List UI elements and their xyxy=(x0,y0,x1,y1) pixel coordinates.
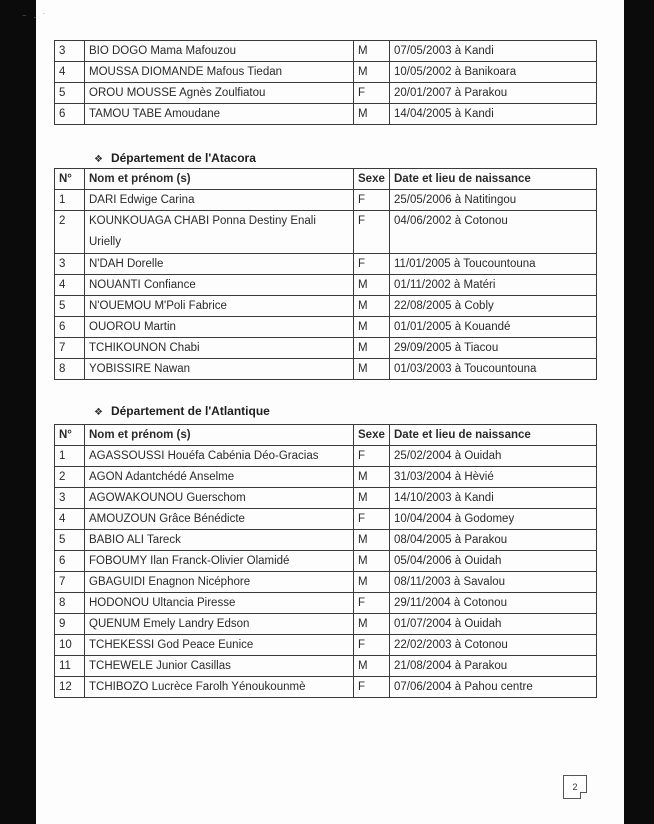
cell-birth: 10/05/2002 à Banikoara xyxy=(390,62,597,83)
table-row xyxy=(55,104,597,125)
diamond-bullet-icon: ❖ xyxy=(94,407,103,418)
table-row xyxy=(55,211,597,254)
table-row xyxy=(55,656,597,677)
table-header-row xyxy=(55,169,597,190)
header-num: N° xyxy=(55,169,85,190)
table-row xyxy=(55,359,597,380)
cell-sex: F xyxy=(354,83,390,104)
cell-num: 7 xyxy=(55,338,85,359)
cell-name: AGON Adantchédé Anselme xyxy=(85,467,354,488)
table-row xyxy=(55,338,597,359)
cell-sex: M xyxy=(354,530,390,551)
cell-birth: 04/06/2002 à Cotonou xyxy=(390,211,597,254)
cell-birth: 07/06/2004 à Pahou centre xyxy=(390,677,597,698)
cell-birth: 05/04/2006 à Ouidah xyxy=(390,551,597,572)
cell-sex: F xyxy=(354,190,390,211)
cell-num: 5 xyxy=(55,530,85,551)
cell-sex: M xyxy=(354,41,390,62)
cell-num: 12 xyxy=(55,677,85,698)
cell-num: 2 xyxy=(55,467,85,488)
cell-birth: 14/10/2003 à Kandi xyxy=(390,488,597,509)
cell-sex: M xyxy=(354,338,390,359)
cell-num: 5 xyxy=(55,83,85,104)
cell-birth: 31/03/2004 à Hèvié xyxy=(390,467,597,488)
cell-name: TCHEKESSI God Peace Eunice xyxy=(85,635,354,656)
cell-sex: F xyxy=(354,677,390,698)
cell-name: TAMOU TABE Amoudane xyxy=(85,104,354,125)
cell-name: OROU MOUSSE Agnès Zoulfiatou xyxy=(85,83,354,104)
cell-num: 4 xyxy=(55,509,85,530)
cell-birth: 07/05/2003 à Kandi xyxy=(390,41,597,62)
header-sex: Sexe xyxy=(354,169,390,190)
cell-name: FOBOUMY Ilan Franck-Olivier Olamidé xyxy=(85,551,354,572)
cell-num: 3 xyxy=(55,41,85,62)
cell-num: 8 xyxy=(55,593,85,614)
cell-num: 6 xyxy=(55,317,85,338)
cell-birth: 25/02/2004 à Ouidah xyxy=(390,446,597,467)
table-row xyxy=(55,572,597,593)
cell-sex: M xyxy=(354,488,390,509)
cell-birth: 01/11/2002 à Matéri xyxy=(390,275,597,296)
cell-birth: 22/08/2005 à Cobly xyxy=(390,296,597,317)
table-row xyxy=(55,83,597,104)
cell-sex: M xyxy=(354,359,390,380)
cell-name: TCHIBOZO Lucrèce Farolh Yénoukounmè xyxy=(85,677,354,698)
cell-sex: M xyxy=(354,62,390,83)
table-row xyxy=(55,677,597,698)
cell-birth: 29/09/2005 à Tiacou xyxy=(390,338,597,359)
cell-name: YOBISSIRE Nawan xyxy=(85,359,354,380)
table-row xyxy=(55,551,597,572)
cell-birth: 11/01/2005 à Toucountouna xyxy=(390,254,597,275)
cell-birth: 20/01/2007 à Parakou xyxy=(390,83,597,104)
cell-sex: F xyxy=(354,254,390,275)
cell-name: BABIO ALI Tareck xyxy=(85,530,354,551)
table-row xyxy=(55,296,597,317)
cell-sex: F xyxy=(354,446,390,467)
cell-num: 9 xyxy=(55,614,85,635)
cell-birth: 08/04/2005 à Parakou xyxy=(390,530,597,551)
cell-num: 7 xyxy=(55,572,85,593)
cell-birth: 01/03/2003 à Toucountouna xyxy=(390,359,597,380)
table-row xyxy=(55,41,597,62)
cell-sex: F xyxy=(354,593,390,614)
cell-num: 10 xyxy=(55,635,85,656)
cell-sex: M xyxy=(354,317,390,338)
cell-name: BIO DOGO Mama Mafouzou xyxy=(85,41,354,62)
atlantique-heading: ❖ Département de l'Atlantique xyxy=(94,404,270,418)
cell-name: MOUSSA DIOMANDE Mafous Tiedan xyxy=(85,62,354,83)
cell-sex: M xyxy=(354,275,390,296)
top-continuation-table xyxy=(54,40,597,125)
cell-sex: M xyxy=(354,296,390,317)
table-row xyxy=(55,593,597,614)
cell-num: 11 xyxy=(55,656,85,677)
cell-name: AGOWAKOUNOU Guerschom xyxy=(85,488,354,509)
cell-birth: 29/11/2004 à Cotonou xyxy=(390,593,597,614)
cell-num: 8 xyxy=(55,359,85,380)
cell-name: N'DAH Dorelle xyxy=(85,254,354,275)
table-row xyxy=(55,190,597,211)
cell-sex: M xyxy=(354,551,390,572)
cell-sex: M xyxy=(354,614,390,635)
cell-num: 1 xyxy=(55,190,85,211)
table-row xyxy=(55,275,597,296)
cell-num: 6 xyxy=(55,551,85,572)
table-row xyxy=(55,488,597,509)
cell-birth: 10/04/2004 à Godomey xyxy=(390,509,597,530)
table-row xyxy=(55,446,597,467)
header-sex: Sexe xyxy=(354,425,390,446)
cell-name: GBAGUIDI Enagnon Nicéphore xyxy=(85,572,354,593)
cell-name: KOUNKOUAGA CHABI Ponna Destiny Enali Urielly xyxy=(85,211,354,254)
cell-num: 4 xyxy=(55,275,85,296)
cell-num: 2 xyxy=(55,211,85,254)
cell-birth: 25/05/2006 à Natitingou xyxy=(390,190,597,211)
page-number: 2 xyxy=(563,775,587,799)
cell-sex: M xyxy=(354,656,390,677)
cell-birth: 01/01/2005 à Kouandé xyxy=(390,317,597,338)
atacora-heading: ❖ Département de l'Atacora xyxy=(94,151,256,165)
cell-name: AGASSOUSSI Houéfa Cabénia Déo-Gracias xyxy=(85,446,354,467)
cell-num: 1 xyxy=(55,446,85,467)
header-birth: Date et lieu de naissance xyxy=(390,425,597,446)
table-row xyxy=(55,62,597,83)
table-row xyxy=(55,254,597,275)
cell-num: 3 xyxy=(55,254,85,275)
cell-sex: F xyxy=(354,635,390,656)
scan-artifact: ⁻ · ˙ xyxy=(22,12,48,22)
table-row xyxy=(55,467,597,488)
cell-name: DARI Edwige Carina xyxy=(85,190,354,211)
cell-num: 5 xyxy=(55,296,85,317)
cell-sex: M xyxy=(354,104,390,125)
cell-name: QUENUM Emely Landry Edson xyxy=(85,614,354,635)
cell-sex: F xyxy=(354,509,390,530)
cell-num: 4 xyxy=(55,62,85,83)
diamond-bullet-icon: ❖ xyxy=(94,154,103,165)
header-name: Nom et prénom (s) xyxy=(85,169,354,190)
cell-name: TCHIKOUNON Chabi xyxy=(85,338,354,359)
cell-birth: 01/07/2004 à Ouidah xyxy=(390,614,597,635)
table-row xyxy=(55,635,597,656)
table-row xyxy=(55,530,597,551)
table-row xyxy=(55,317,597,338)
cell-name: TCHEWELE Junior Casillas xyxy=(85,656,354,677)
atacora-table xyxy=(54,168,597,380)
cell-name: OUOROU Martin xyxy=(85,317,354,338)
cell-sex: F xyxy=(354,211,390,254)
cell-birth: 22/02/2003 à Cotonou xyxy=(390,635,597,656)
cell-sex: M xyxy=(354,467,390,488)
cell-name: N'OUEMOU M'Poli Fabrice xyxy=(85,296,354,317)
cell-num: 6 xyxy=(55,104,85,125)
cell-name: NOUANTI Confiance xyxy=(85,275,354,296)
cell-birth: 21/08/2004 à Parakou xyxy=(390,656,597,677)
atlantique-table xyxy=(54,424,597,698)
cell-birth: 14/04/2005 à Kandi xyxy=(390,104,597,125)
cell-birth: 08/11/2003 à Savalou xyxy=(390,572,597,593)
header-num: N° xyxy=(55,425,85,446)
cell-num: 3 xyxy=(55,488,85,509)
cell-name: AMOUZOUN Grâce Bénédicte xyxy=(85,509,354,530)
header-name: Nom et prénom (s) xyxy=(85,425,354,446)
table-row xyxy=(55,509,597,530)
header-birth: Date et lieu de naissance xyxy=(390,169,597,190)
table-row xyxy=(55,614,597,635)
cell-sex: M xyxy=(354,572,390,593)
cell-name: HODONOU Ultancia Piresse xyxy=(85,593,354,614)
table-header-row xyxy=(55,425,597,446)
